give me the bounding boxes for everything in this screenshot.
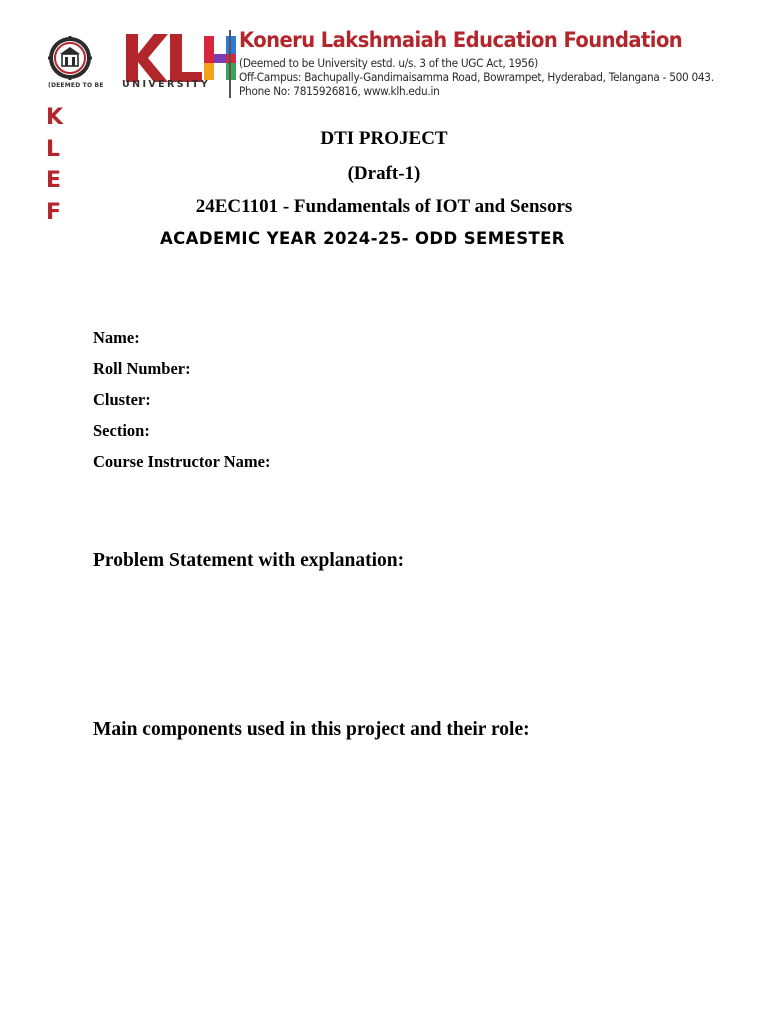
course-title: 24EC1101 - Fundamentals of IOT and Sensors xyxy=(195,196,573,217)
contact-line: Phone No: 7815926816, www.klh.edu.in xyxy=(239,85,440,98)
letterhead xyxy=(46,28,746,100)
roll-number-field-label: Roll Number: xyxy=(93,359,191,378)
deemed-university-line: (Deemed to be University estd. u/s. 3 of the UGC Act, 1956) xyxy=(239,57,538,70)
instructor-field-label: Course Instructor Name: xyxy=(93,452,271,471)
deemed-to-be-tag: (DEEMED TO BE xyxy=(48,82,104,89)
letterhead-divider xyxy=(229,30,231,98)
university-seal-icon xyxy=(48,36,92,80)
klef-letter-e: E xyxy=(46,168,62,193)
name-field-label: Name: xyxy=(93,328,140,347)
klef-letter-l: L xyxy=(46,136,61,162)
university-tag: UNIVERSITY xyxy=(122,79,211,90)
document-title: DTI PROJECT xyxy=(320,128,448,149)
klef-letter-k: K xyxy=(46,105,64,130)
klef-letter-f: F xyxy=(46,199,62,225)
academic-year: ACADEMIC YEAR 2024-25- ODD SEMESTER xyxy=(160,229,565,248)
address-line: Off-Campus: Bachupally-Gandimaisamma Road, Bowrampet, Hyderabad, Telangana - 500 043. xyxy=(239,71,714,84)
draft-label: (Draft-1) xyxy=(347,163,421,184)
problem-statement-heading: Problem Statement with explanation: xyxy=(93,550,405,571)
cluster-field-label: Cluster: xyxy=(93,390,151,409)
components-heading: Main components used in this project and their role: xyxy=(93,719,530,740)
section-field-label: Section: xyxy=(93,421,150,440)
organization-name: Koneru Lakshmaiah Education Foundation xyxy=(239,28,683,52)
